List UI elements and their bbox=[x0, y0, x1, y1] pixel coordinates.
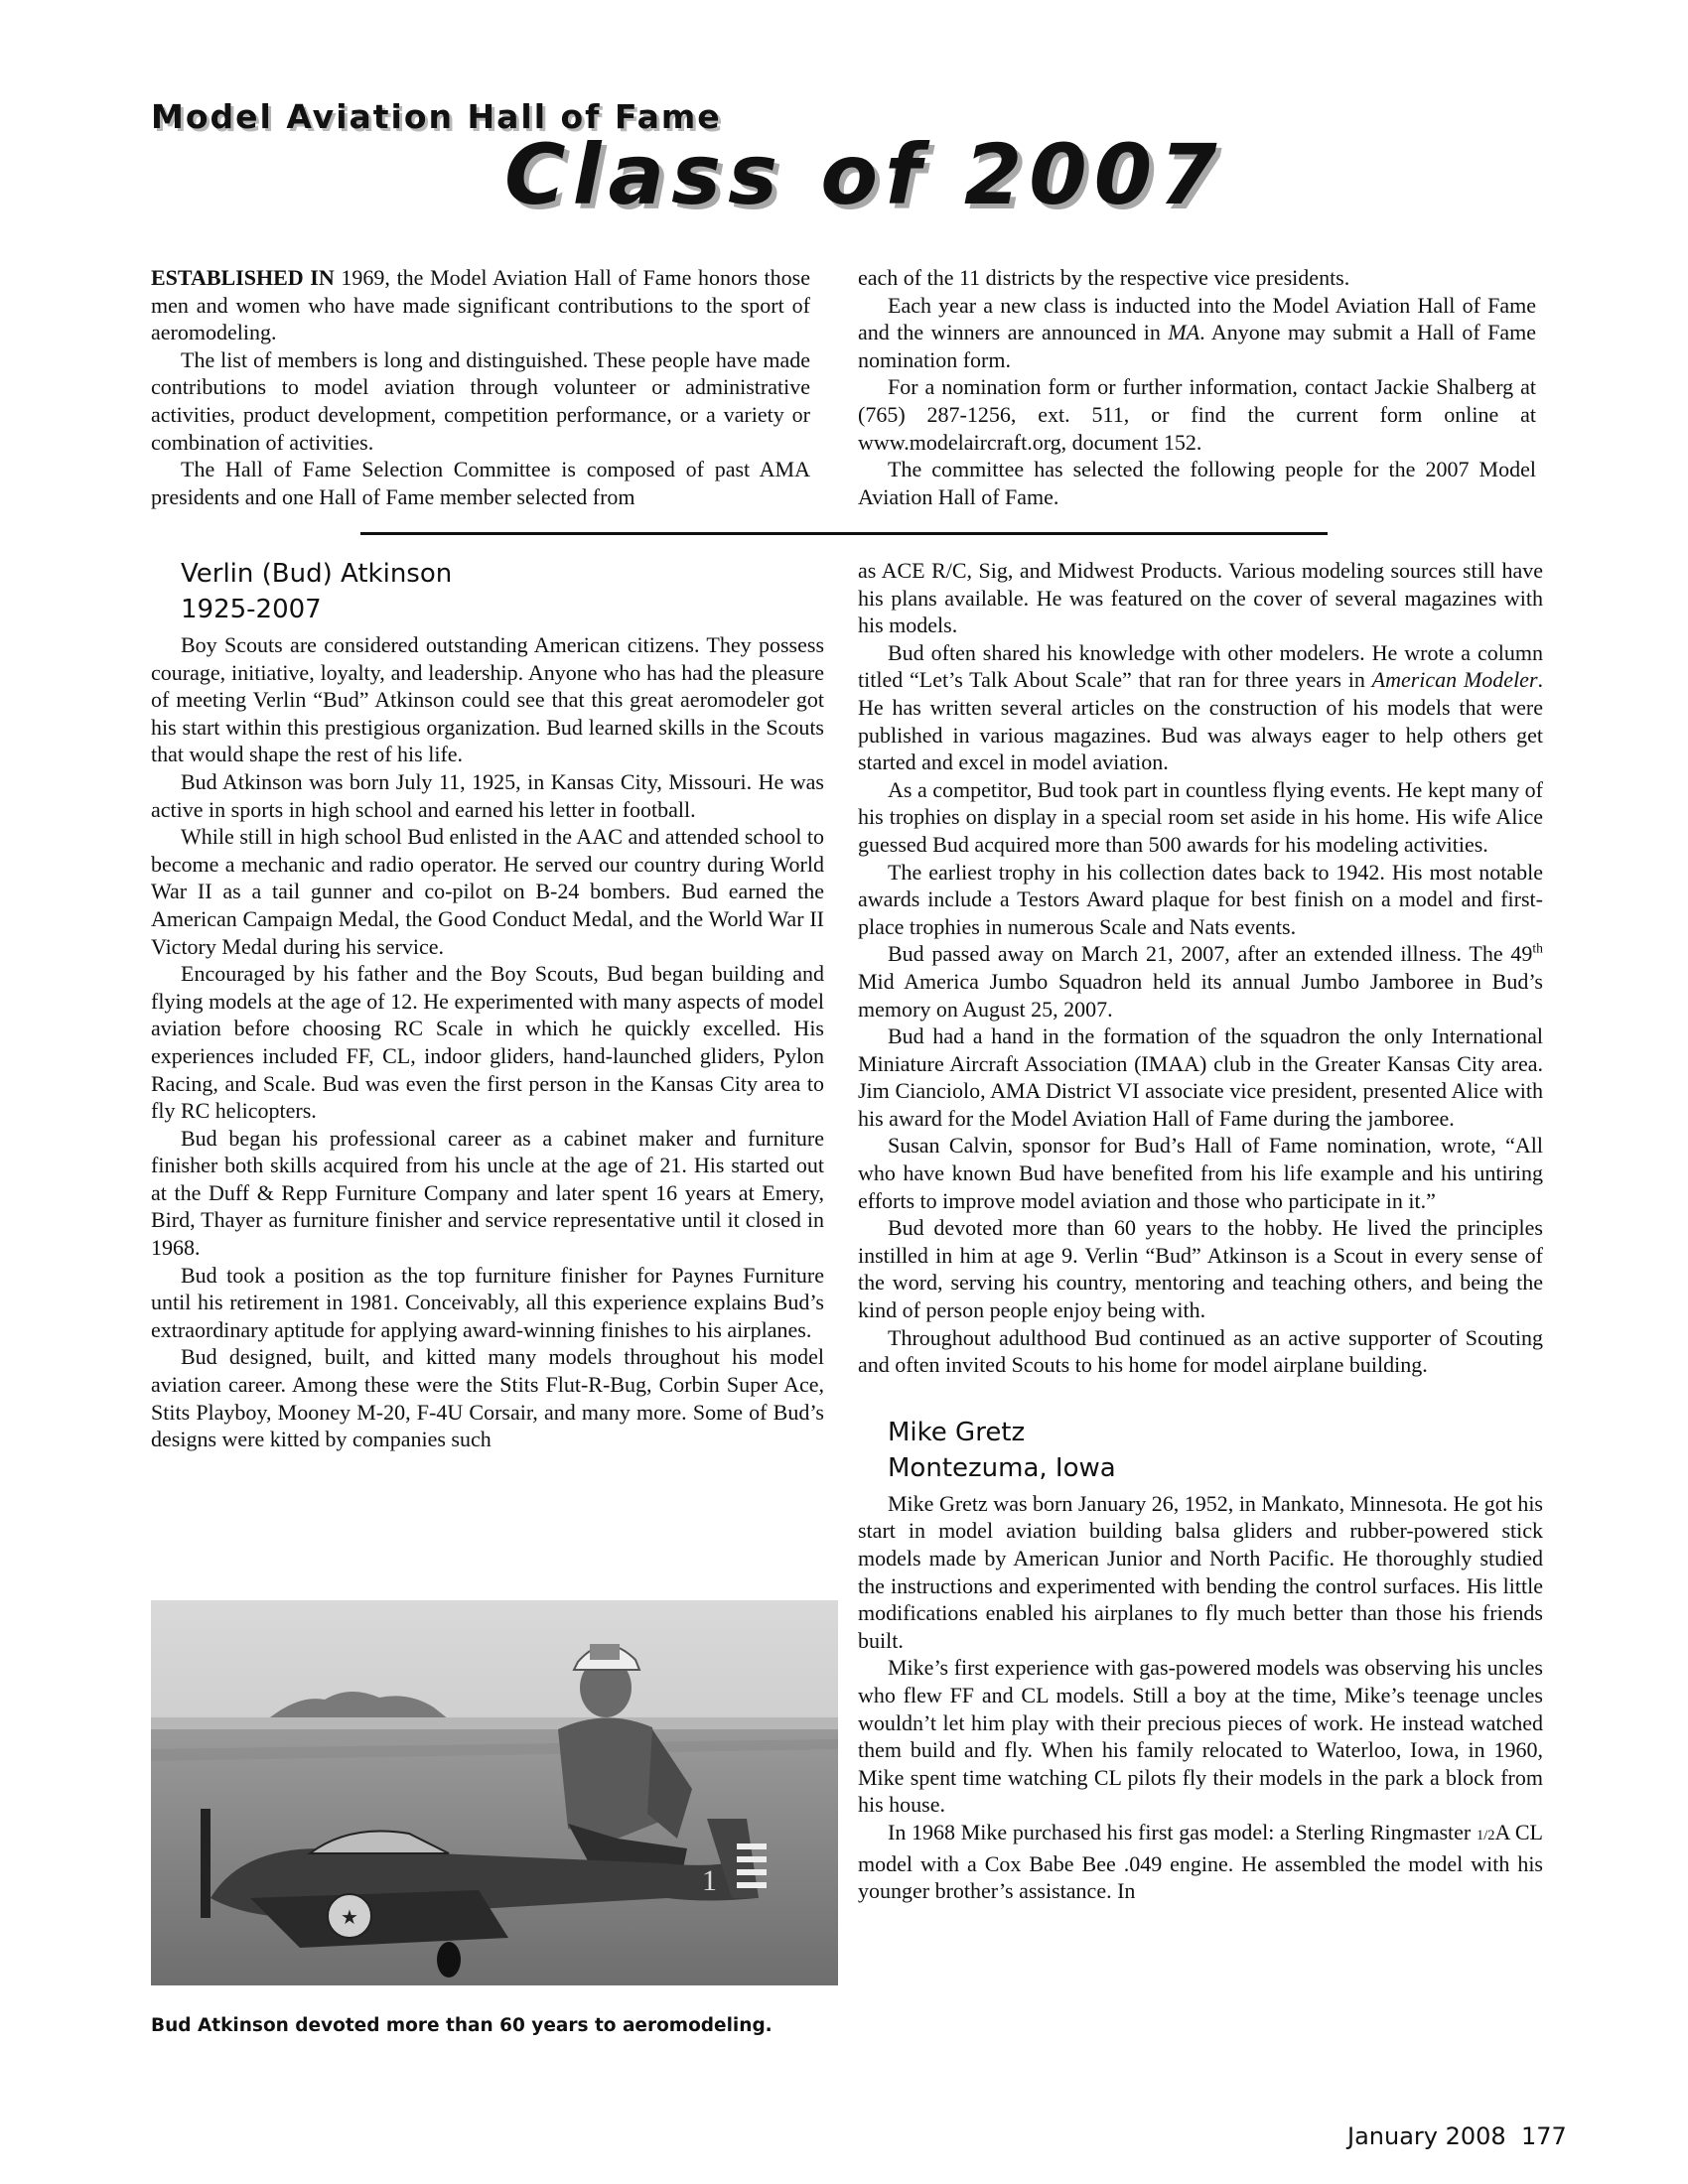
photo-illustration bbox=[151, 1600, 838, 1985]
article-text: Bud often shared his knowledge with other modelers. He wrote a column titled “Let’s Talk About Scale” that ran for three years in bbox=[858, 639, 1543, 693]
intro-left-column bbox=[151, 264, 810, 510]
magazine-title: MA bbox=[1168, 320, 1200, 345]
kicker-title: Model Aviation Hall of Fame bbox=[151, 97, 722, 136]
section-divider bbox=[360, 532, 1328, 535]
article-paragraph: Encouraged by his father and the Boy Scouts, Bud began building and flying models at the age of 12. He experimented with many aspects of model aviation before choosing RC Scale in which he quickly excelled. His experiences included FF, CL, indoor gliders, hand-launched gliders, Pylon Racing, and Scale. Bud was even the first person in the Kansas City area to fly RC helicopters. bbox=[151, 961, 824, 1124]
gretz-place: Montezuma, Iowa bbox=[888, 1452, 1116, 1483]
article-paragraph: While still in high school Bud enlisted in the AAC and attended school to become a mechanic and radio operator. He served our country during World War II as a tail gunner and co-pilot on B-24 bombers. Bud earned the American Campaign Medal, the Good Conduct Medal, and the World War II Victory Medal during his service. bbox=[151, 824, 824, 959]
article-text: In 1968 Mike purchased his first gas model: a Sterling Ringmaster bbox=[888, 1819, 1477, 1844]
article-paragraph: Bud designed, built, and kitted many models throughout his model aviation career. Among these were the Stits Flut-R-Bug, Corbin Super Ace, Stits Playboy, Mooney M-20, F-4U Corsair, and many more. Some of Bud’s designs were kitted by companies such bbox=[151, 1344, 824, 1452]
article-text: Bud passed away on March 21, 2007, after an extended illness. The 49 bbox=[888, 941, 1533, 967]
atkinson-years: 1925-2007 bbox=[181, 595, 322, 624]
article-paragraph: Mike’s first experience with gas-powered models was observing his uncles who flew FF and CL models. Still a boy at the time, Mike’s teenage uncles wouldn’t let him play with their precious pieces of work. He instead watched them build and fly. When his family relocated to Waterloo, Iowa, in 1960, Mike spent time watching CL pilots fly their models in the park a block from his house. bbox=[858, 1655, 1543, 1818]
article-paragraph: Bud Atkinson was born July 11, 1925, in Kansas City, Missouri. He was active in sports in high school and earned his letter in football. bbox=[151, 768, 824, 822]
photo-bud-atkinson-with-model bbox=[151, 1600, 838, 1985]
gretz-name: Mike Gretz bbox=[888, 1417, 1026, 1447]
article-paragraph: Bud took a position as the top furniture finisher for Paynes Furniture until his retirement in 1981. Conceivably, all this experience explains Bud’s extraordinary aptitude for applying award-winning finishes to his airplanes. bbox=[151, 1262, 824, 1342]
intro-paragraph: The list of members is long and distinguished. These people have made contributions to model aviation through volunteer or administrative activities, product development, competition performance, or a variety or combination of activities. bbox=[151, 346, 810, 455]
intro-text: 1969, the Model Aviation Hall of Fame honors those men and women who have made significant contributions to the sport of aeromodeling. bbox=[151, 265, 810, 345]
article-paragraph: Bud had a hand in the formation of the squadron the only International Miniature Aircraft Association (IMAA) club in the Greater Kansas City area. Jim Cianciolo, AMA District VI associate vice president, presented Alice with his award for the Model Aviation Hall of Fame during the jamboree. bbox=[858, 1024, 1543, 1131]
article-paragraph: as ACE R/C, Sig, and Midwest Products. Various modeling sources still have his plans available. He was featured on the cover of several magazines with his models. bbox=[858, 558, 1543, 638]
article-paragraph bbox=[858, 639, 1543, 776]
intro-paragraph: The Hall of Fame Selection Committee is composed of past AMA presidents and one Hall of Fame member selected from bbox=[151, 457, 810, 509]
atkinson-left-column bbox=[151, 556, 824, 1453]
svg-text:★: ★ bbox=[341, 1905, 358, 1929]
article-paragraph: Throughout adulthood Bud continued as an active supporter of Scouting and often invited Scouts to his home for model airplane building. bbox=[858, 1324, 1543, 1378]
fraction: 1/2 bbox=[1476, 1827, 1495, 1843]
intro-right-column bbox=[858, 264, 1536, 510]
article-paragraph: As a competitor, Bud took part in countless flying events. He kept many of his trophies on display in a special room set aside in his home. His wife Alice guessed Bud acquired more than 500 awards for his modeling activities. bbox=[858, 776, 1543, 857]
article-paragraph: The earliest trophy in his collection dates back to 1942. His most notable awards include a Testors Award plaque for best finish on a model and first-place trophies in numerous Scale and Nats events. bbox=[858, 859, 1543, 939]
article-text: A CL model with a Cox Babe Bee .049 engine. He assembled the model with his younger brother’s assistance. In bbox=[858, 1819, 1543, 1904]
article-paragraph bbox=[858, 1819, 1543, 1905]
article-paragraph: Susan Calvin, sponsor for Bud’s Hall of Fame nomination, wrote, “All who have known Bud have benefited from his life example and his untiring efforts to improve model aviation and those who participate in it.” bbox=[858, 1133, 1543, 1213]
headline: Class of 2007 bbox=[504, 126, 1224, 223]
article-text: Mid America Jumbo Squadron held its annual Jumbo Jamboree in Bud’s memory on August 25, 2007. bbox=[858, 968, 1543, 1022]
intro-paragraph: The committee has selected the following people for the 2007 Model Aviation Hall of Fame. bbox=[858, 457, 1536, 509]
photo-caption: Bud Atkinson devoted more than 60 years to aeromodeling. bbox=[151, 2015, 773, 2036]
intro-text: . Anyone may submit a Hall of Fame nomination form. bbox=[858, 320, 1537, 372]
ordinal-suffix: th bbox=[1532, 940, 1543, 956]
article-paragraph: Boy Scouts are considered outstanding American citizens. They possess courage, initiative, loyalty, and leadership. Anyone who has had the pleasure of meeting Verlin “Bud” Atkinson could see that this great aeromodeler got his start within this prestigious organization. Bud learned skills in the Scouts that would shape the rest of his life. bbox=[151, 632, 824, 767]
article-paragraph: Mike Gretz was born January 26, 1952, in Mankato, Minnesota. He got his start in model aviation building balsa gliders and rubber-powered stick models made by American Junior and North Pacific. He thoroughly studied the instructions and experimented with bending the control surfaces. His little modifications enabled his airplanes to fly much better than those his friends built. bbox=[858, 1490, 1543, 1653]
page-folio: January 2008 177 bbox=[1347, 2122, 1567, 2150]
magazine-title: American Modeler bbox=[1371, 667, 1538, 693]
article-text: . He has written several articles on the construction of his models that were published in various magazines. Bud was always eager to help others get started and excel in model aviation. bbox=[858, 667, 1544, 775]
plane-number: 1 bbox=[702, 1864, 717, 1897]
article-paragraph bbox=[858, 940, 1543, 1023]
atkinson-name: Verlin (Bud) Atkinson bbox=[181, 559, 453, 589]
intro-paragraph bbox=[151, 264, 810, 346]
article-paragraph: Bud devoted more than 60 years to the hobby. He lived the principles instilled in him at age 9. Verlin “Bud” Atkinson is a Scout in every sense of the word, serving his country, mentoring and teaching others, and being the kind of person people enjoy being with. bbox=[858, 1215, 1543, 1323]
intro-text: Each year a new class is inducted into the Model Aviation Hall of Fame and the winners are announced in bbox=[858, 292, 1536, 345]
intro-paragraph bbox=[858, 292, 1536, 374]
intro-lead: ESTABLISHED IN bbox=[151, 265, 335, 290]
intro-paragraph: each of the 11 districts by the respective vice presidents. bbox=[858, 265, 1350, 290]
atkinson-right-column bbox=[858, 557, 1543, 1905]
intro-paragraph: For a nomination form or further information, contact Jackie Shalberg at (765) 287-1256, ext. 511, or find the current form online at www.modelaircraft.org, document 152. bbox=[858, 374, 1536, 455]
article-paragraph: Bud began his professional career as a cabinet maker and furniture finisher both skills acquired from his uncle at the age of 21. His started out at the Duff & Repp Furniture Company and later spent 16 years at Emery, Bird, Thayer as furniture finisher and service representative until it closed in 1968. bbox=[151, 1125, 824, 1261]
